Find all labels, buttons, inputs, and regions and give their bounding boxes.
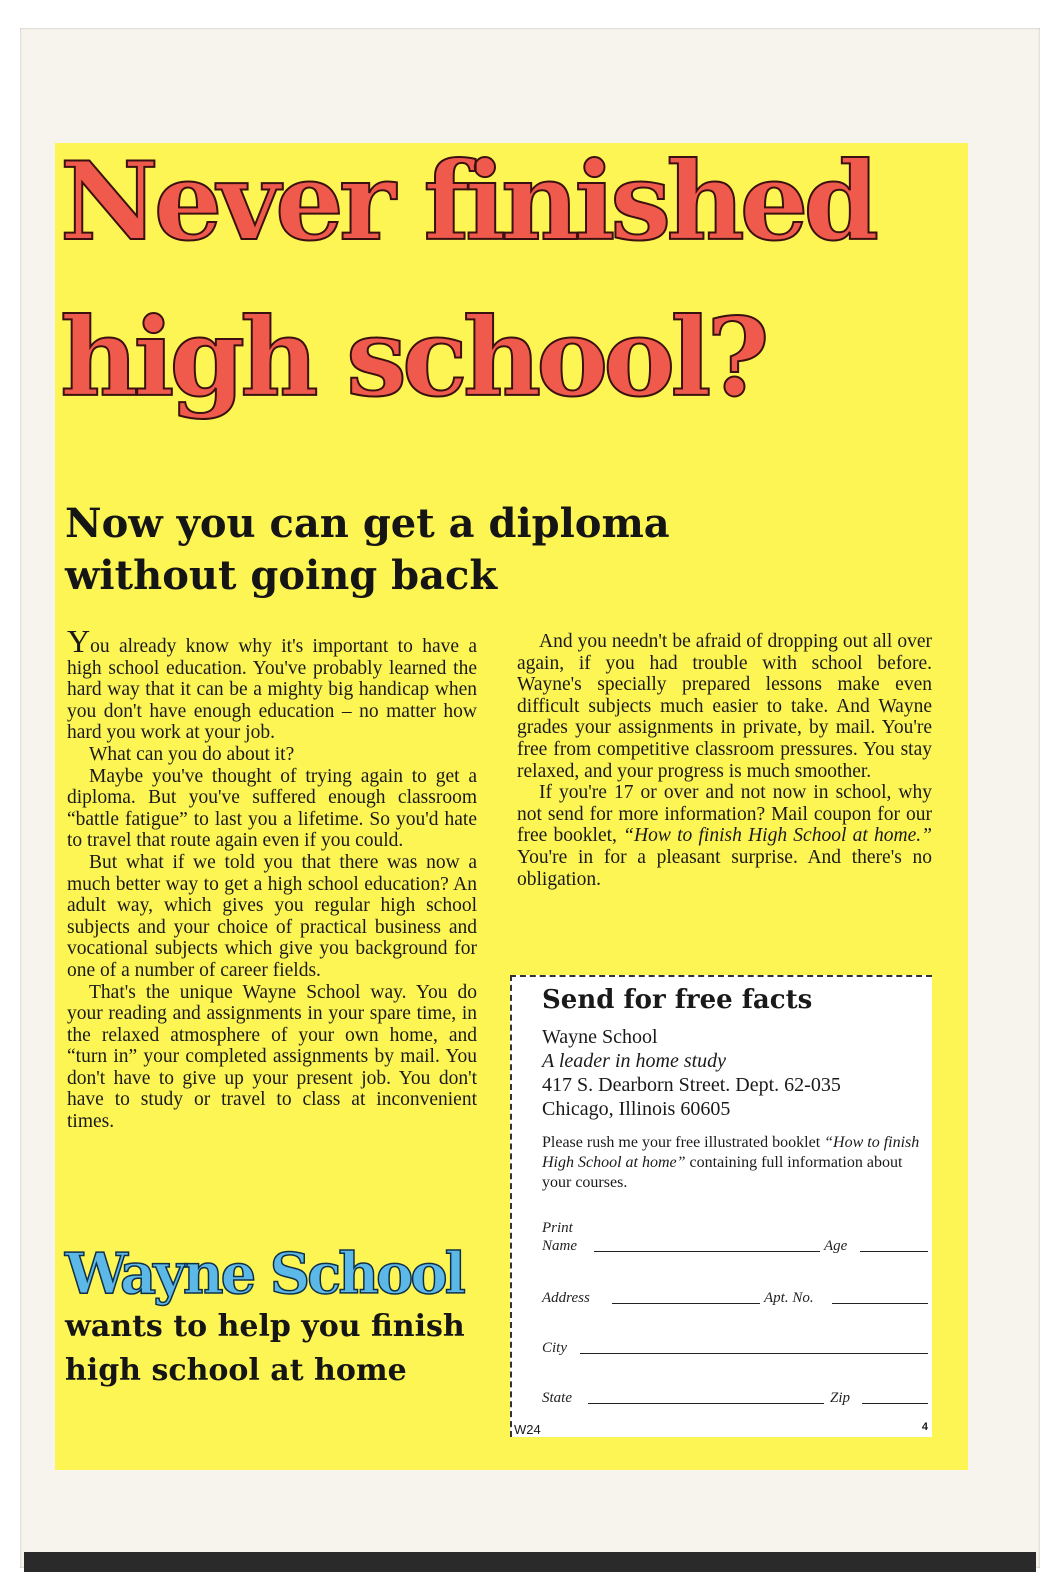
page-edge-shadow xyxy=(24,1552,1036,1572)
address-line[interactable] xyxy=(612,1303,760,1304)
address-field[interactable] xyxy=(542,1281,930,1307)
zip-line[interactable] xyxy=(862,1403,928,1404)
age-label: Age xyxy=(824,1238,848,1254)
body-column-right xyxy=(517,631,932,890)
body-paragraph: That's the unique Wayne School way. You do your reading and assignments in your spare time, in the relaxed atmosphere of your own home, and “turn in” your completed assignments by mail. You don't have to give up your present job. You don't have to study or travel to class at inconvenient times. xyxy=(67,981,477,1133)
age-line[interactable] xyxy=(860,1251,928,1252)
name-label: Name xyxy=(542,1238,577,1254)
state-line[interactable] xyxy=(588,1403,824,1404)
name-age-field[interactable] xyxy=(542,1213,930,1255)
name-line[interactable] xyxy=(594,1251,820,1252)
state-label: State xyxy=(542,1390,572,1406)
subheadline-line-2: without going back xyxy=(65,552,498,599)
print-label: Print xyxy=(542,1220,573,1236)
body-paragraph: But what if we told you that there was now a much better way to get a high school education? An adult way, which gives you regular high school subjects and your choice of practical business and vocational subjects which give you background for one of a number of career fields. xyxy=(67,851,477,981)
coupon-org: Wayne School xyxy=(542,1026,658,1048)
headline-line-1: Never finished xyxy=(60,143,874,265)
coupon-slogan: A leader in home study xyxy=(542,1050,727,1072)
body-paragraph: What can you do about it? xyxy=(89,743,295,765)
body-paragraph: Maybe you've thought of trying again to get a diploma. But you've suffered enough classroom “battle fatigue” to last you a lifetime. So you'd hate to travel that route again even if you could. xyxy=(67,765,477,852)
mail-in-coupon xyxy=(510,975,932,1437)
body-paragraph: If you're 17 or over and not now in school, why not send for more information? Mail coupon for our free booklet, “How to finish High School at home.” You're in for a pleasant surprise. And there's no obligation. xyxy=(517,782,932,890)
zip-label: Zip xyxy=(830,1390,851,1406)
subheadline-line-1: Now you can get a diploma xyxy=(65,500,670,547)
city-field[interactable] xyxy=(542,1331,930,1357)
coupon-code: W24 xyxy=(514,1422,541,1437)
body-column-left xyxy=(67,623,477,1133)
coupon-street: 417 S. Dearborn Street. Dept. 62-035 xyxy=(542,1074,841,1096)
city-label: City xyxy=(542,1340,567,1356)
body-paragraph: And you needn't be afraid of dropping out all over again, if you had trouble with school before. Wayne's specially prepared lessons make even difficult subjects much easier to take. And Wayne grades your assignments in private, by mail. You're free from competitive classroom pressures. You stay relaxed, and your progress is much smoother. xyxy=(517,631,932,782)
subheadline xyxy=(65,498,765,602)
brand-logo: Wayne School xyxy=(65,1241,463,1307)
apt-label: Apt. No. xyxy=(764,1290,814,1306)
advertisement xyxy=(55,143,968,1470)
coupon-title: Send for free facts xyxy=(542,985,813,1015)
headline-line-2: high school? xyxy=(60,295,765,421)
coupon-number: 4 xyxy=(921,1421,928,1433)
city-line[interactable] xyxy=(580,1353,928,1354)
address-label: Address xyxy=(542,1290,590,1306)
coupon-request-text: Please rush me your free illustrated booklet “How to finish High School at home” containing full information about your courses. xyxy=(542,1134,920,1191)
apt-line[interactable] xyxy=(832,1303,928,1304)
coupon-city: Chicago, Illinois 60605 xyxy=(542,1098,731,1120)
state-zip-field[interactable] xyxy=(542,1381,930,1407)
drop-cap: Y xyxy=(67,623,91,659)
body-paragraph: You already know why it's important to have a high school education. You've probably learned the hard way that it can be a mighty big handicap when you don't have enough education – no matter how hard you work at your job. xyxy=(67,623,477,744)
brand-tagline: wants to help you finish high school at home xyxy=(65,1309,465,1388)
coupon-address xyxy=(542,1025,841,1121)
